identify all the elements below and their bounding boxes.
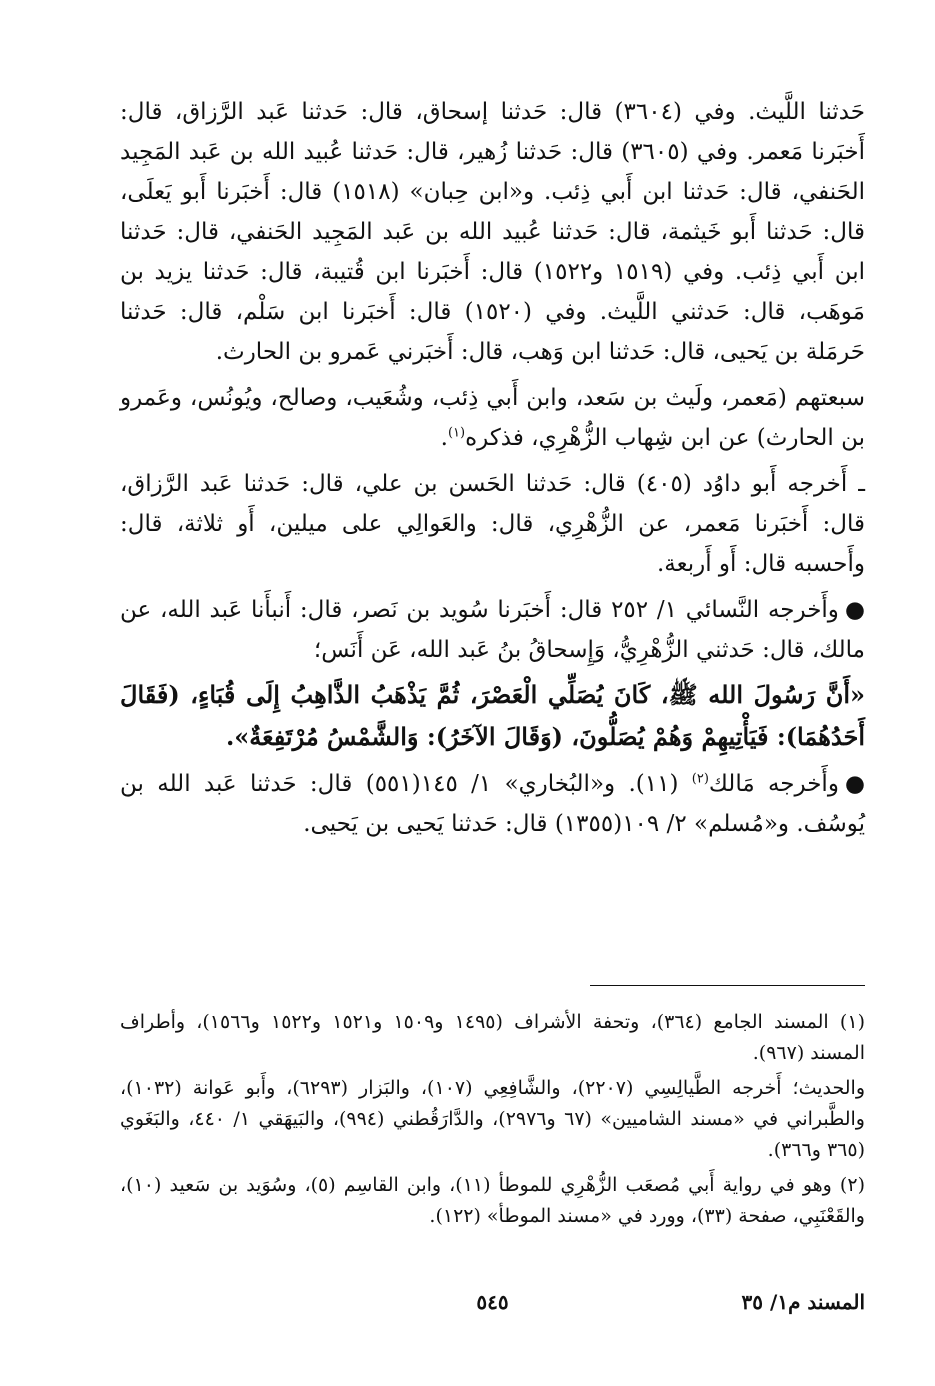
footnote-2: (٢) وهو في رواية أَبي مُصعَب الزُّهْرِي للموطأ (١١)، وابن القاسِم (٥)، وسُوَيد بن سَعيد (١٠)، والقَعْنَبِي، صفحة (٣٣)، وورد في «مسند الموطأ» (١٢٢).	[120, 1174, 865, 1227]
page-number: ٥٤٥	[476, 1290, 509, 1314]
paragraph-abu-dawud: ـ أَخرجه أَبو داوُد (٤٠٥) قال: حَدثنا الحَسن بن علي، قال: حَدثنا عَبد الرَّزاق، قال: أَخبَرنا مَعمر، عن الزُّهْرِي، قال: والعَوالِي على ميلين، أَو ثلاثة، قال: وأَحسبه قال: أَو أَربعة.	[120, 471, 865, 577]
paragraph-malik	[120, 764, 865, 844]
footnote-ref-1: (١)	[447, 425, 466, 441]
document-page	[120, 92, 865, 1332]
main-text	[120, 92, 865, 844]
page-footer	[120, 1290, 865, 1324]
nasai-text: وأَخرجه النَّسائي ١/ ٢٥٢ قال: أَخبَرنا سُويد بن نَصر، قال: أَنبأَنا عَبد الله، عن مالك، قال: حَدثني الزُّهْرِيُّ، وَإِسحاقُ بنُ عَبد الله، عَن أَنَس؛	[120, 597, 865, 663]
malik-text-start: وأَخرجه مَالك	[708, 771, 839, 797]
paragraph-summary: سبعتهم (مَعمر، ولَيث بن سَعد، وابن أَبي ذِئب، وشُعَيب، وصالح، ويُونُس، وعَمرو بن الحارث) عن ابن شِهاب الزُّهْرِي، فذكره$^{(١)}$.	[120, 385, 865, 451]
summary-text: سبعتهم (مَعمر، ولَيث بن سَعد، وابن أَبي ذِئب، وشُعَيب، وصالح، ويُونُس، وعَمرو بن الحارث) عن ابن شِهاب الزُّهْرِي، فذكره	[120, 385, 865, 451]
footnotes-section	[120, 1007, 865, 1236]
volume-mark: المسند م١/ ٣٥	[741, 1290, 865, 1314]
bullet-icon: ●	[844, 771, 865, 797]
malik-text-end: (١١). و«البُخاري» ١/ ١٤٥(٥٥١) قال: حَدثنا عَبد الله بن يُوسُف. و«مُسلم» ٢/ ١٠٩(١٣٥٥) قال: حَدثنا يَحيى بن يَحيى.	[120, 771, 865, 837]
paragraph-chains: حَدثنا اللَّيث. وفي (٣٦٠٤) قال: حَدثنا إسحاق، قال: حَدثنا عَبد الرَّزاق، قال: أَخبَرنا مَعمر. وفي (٣٦٠٥) قال: حَدثنا زُهير، قال: حَدثنا عُبيد الله بن عَبد المَجِيد الحَنفي، قال: حَدثنا ابن أَبي ذِئب. و«ابن حِبان» (١٥١٨) قال: أَخبَرنا أَبو يَعلَى، قال: حَدثنا أَبو خَيثمة، قال: حَدثنا عُبيد الله بن عَبد المَجِيد الحَنفي، قال: حَدثنا ابن أَبي ذِئب. وفي (١٥١٩ و١٥٢٢) قال: أَخبَرنا ابن قُتيبة، قال: حَدثنا يزيد بن مَوهَب، قال: حَدثني اللَّيث. وفي (١٥٢٠) قال: أَخبَرنا ابن سَلْم، قال: حَدثنا حَرمَلة بن يَحيى، قال: حَدثنا ابن وَهب، قال: أَخبَرني عَمرو بن الحارث.	[120, 99, 866, 365]
footnote-divider	[590, 985, 865, 986]
footnote-1: (١) المسند الجامع (٣٦٤)، وتحفة الأشراف (١٤٩٥ و١٥٠٩ و١٥٢١ و١٥٢٢ و١٥٦٦)، وأطراف المسند (٩٦٧).	[120, 1011, 865, 1064]
bullet-icon: ●	[844, 597, 865, 623]
footnote-1-continued: والحديث؛ أَخرجه الطَّيالِسِي (٢٢٠٧)، والشَّافِعِي (١٠٧)، والبَزار (٦٢٩٣)، وأَبو عَوانة (١٠٣٢)، والطَّبراني في «مسند الشاميين» (٦٧ و٢٩٧٦)، والدَّارَقُطني (٩٩٤)، والبَيهَقي ١/ ٤٤٠، والبَغَوي (٣٦٥ و٣٦٦).	[120, 1077, 866, 1161]
paragraph-nasai	[120, 590, 865, 670]
footnote-ref-2: (٢)	[691, 771, 709, 787]
hadith-text: «أَنَّ رَسُولَ الله ﷺ، كَانَ يُصَلِّي الْعَصْرَ، ثُمَّ يَذْهَبُ الذَّاهِبُ إِلَى قُبَاءٍ، (فَقَالَ أَحَدُهُمَا): فَيَأْتِيهِمْ وَهُمْ يُصَلُّونَ، (وَقَالَ الآخَرُ): وَالشَّمْسُ مُرْتَفِعَةٌ».	[120, 680, 865, 751]
